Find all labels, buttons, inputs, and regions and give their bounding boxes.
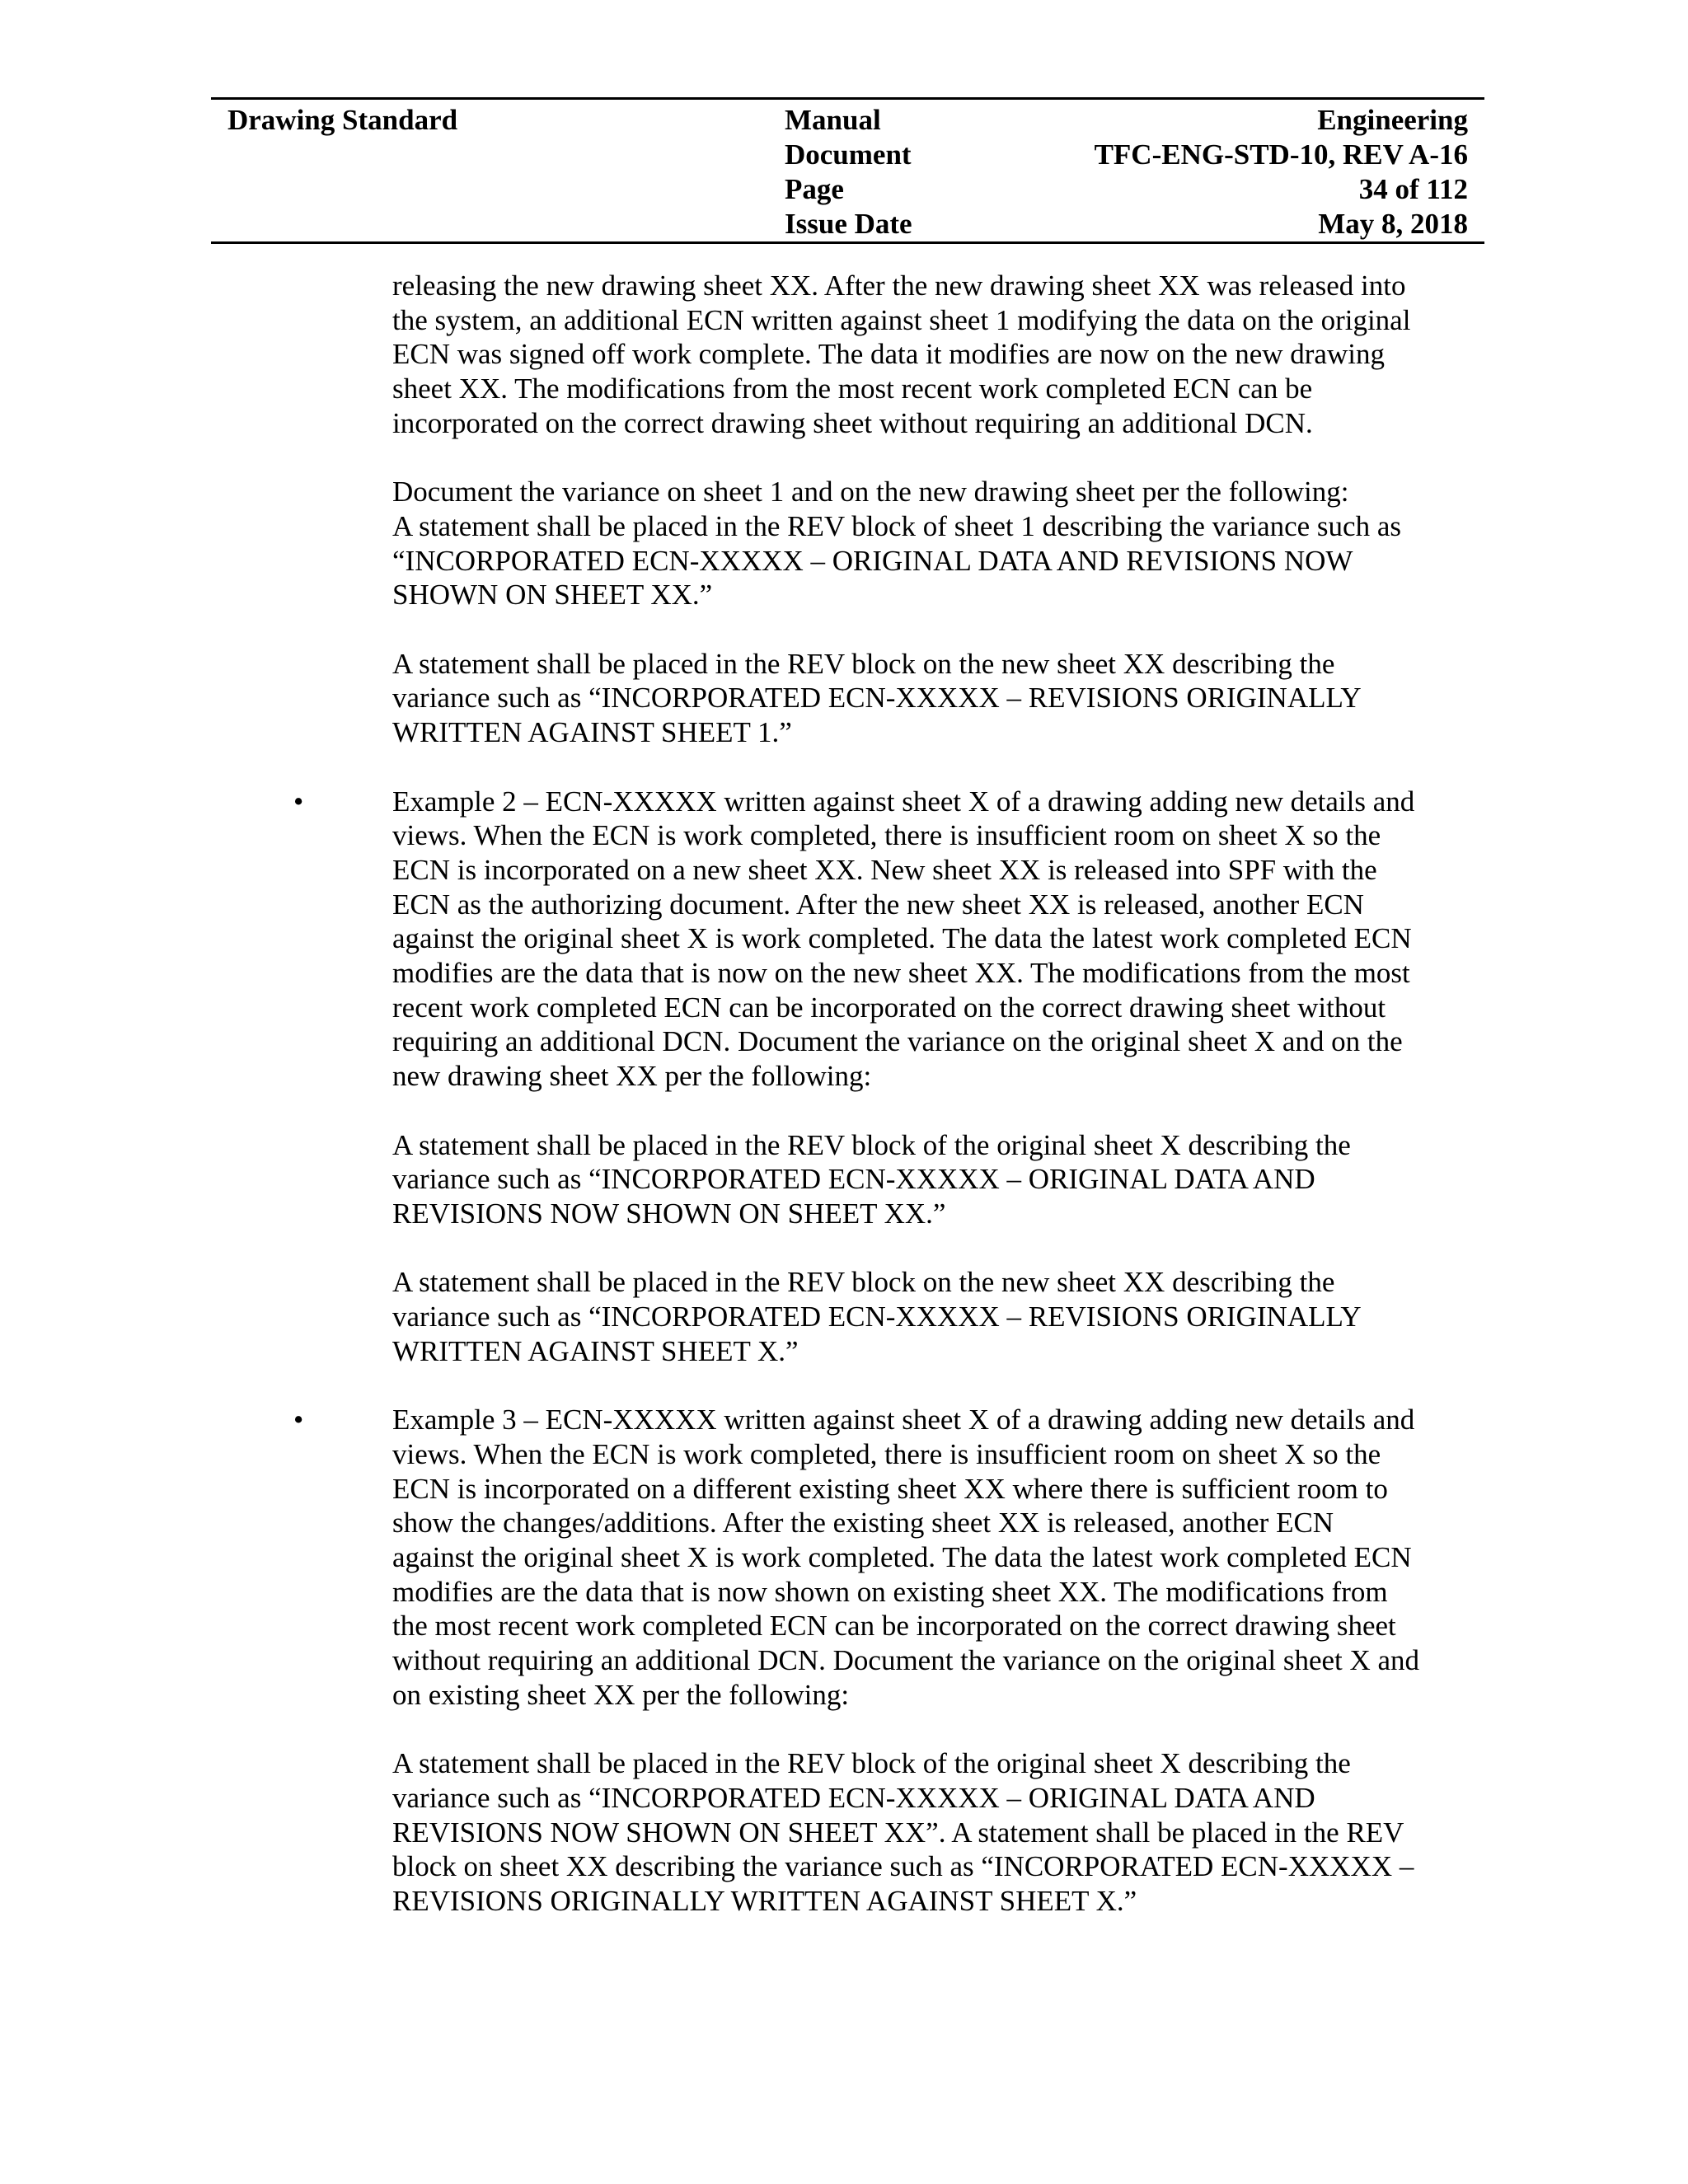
paragraph-statement-new-sheet-x [392, 1265, 1480, 1368]
text-line: variance such as “INCORPORATED ECN-XXXXX – REVISIONS ORIGINALLY [392, 682, 1362, 715]
paragraph-statement-original-sheet [392, 1128, 1480, 1231]
text-line: REVISIONS NOW SHOWN ON SHEET XX”. A statement shall be placed in the REV [392, 1816, 1404, 1849]
text-line: sheet XX. The modifications from the most recent work completed ECN can be [392, 373, 1313, 405]
text-line: ECN is incorporated on a different existing sheet XX where there is sufficient room to [392, 1472, 1388, 1505]
bullet-example-3 [293, 1403, 1480, 1712]
text-line: views. When the ECN is work completed, there is insufficient room on sheet X so the [392, 819, 1381, 852]
text-line: recent work completed ECN can be incorporated on the correct drawing sheet without [392, 991, 1386, 1024]
paragraph-continuation [392, 269, 1480, 441]
text-line: Example 2 – ECN-XXXXX written against sheet X of a drawing adding new details and [392, 785, 1415, 818]
header-value-page: 34 of 112 [1358, 173, 1468, 205]
header-label-document: Document [785, 138, 912, 171]
text-line: A statement shall be placed in the REV block of the original sheet X describing the [392, 1128, 1351, 1161]
text-line: the system, an additional ECN written against sheet 1 modifying the data on the original [392, 303, 1411, 336]
header-value-manual: Engineering [1317, 104, 1468, 136]
paragraph-statement-new-sheet [392, 647, 1480, 750]
text-line: ECN is incorporated on a new sheet XX. New sheet XX is released into SPF with the [392, 853, 1377, 886]
text-line: WRITTEN AGAINST SHEET X.” [392, 1334, 799, 1367]
text-line: block on sheet XX describing the variance such as “INCORPORATED ECN-XXXXX – [392, 1850, 1414, 1883]
text-line: Document the variance on sheet 1 and on the new drawing sheet per the following: [392, 476, 1349, 509]
text-line: the most recent work completed ECN can be incorporated on the correct drawing sheet [392, 1610, 1396, 1643]
bullet-example-2 [293, 785, 1480, 1094]
header-label-manual: Manual [785, 104, 881, 136]
bullet-icon: • [293, 1404, 304, 1436]
text-line: show the changes/additions. After the existing sheet XX is released, another ECN [392, 1507, 1334, 1540]
text-line: releasing the new drawing sheet XX. After the new drawing sheet XX was released into [392, 269, 1406, 302]
header-labels [785, 103, 912, 241]
header-label-page: Page [785, 173, 844, 205]
text-line: variance such as “INCORPORATED ECN-XXXXX – ORIGINAL DATA AND [392, 1163, 1315, 1196]
text-line: A statement shall be placed in the REV block of sheet 1 describing the variance such as [392, 509, 1401, 542]
text-line: incorporated on the correct drawing sheet without requiring an additional DCN. [392, 406, 1313, 439]
text-line: ECN as the authorizing document. After the new sheet XX is released, another ECN [392, 888, 1364, 921]
text-line: REVISIONS NOW SHOWN ON SHEET XX.” [392, 1197, 946, 1230]
text-line: SHOWN ON SHEET XX.” [392, 579, 713, 612]
header-label-issue-date: Issue Date [785, 208, 912, 240]
body-content [293, 269, 1480, 1952]
text-line: requiring an additional DCN. Document the variance on the original sheet X and on the [392, 1025, 1403, 1058]
text-line: “INCORPORATED ECN-XXXXX – ORIGINAL DATA AND REVISIONS NOW [392, 544, 1353, 577]
text-line: new drawing sheet XX per the following: [392, 1060, 872, 1093]
text-line: modifies are the data that is now on the new sheet XX. The modifications from the most [392, 957, 1410, 990]
paragraph-statement-existing-sheet [392, 1746, 1480, 1919]
paragraph-document-variance [392, 475, 1480, 612]
text-line: WRITTEN AGAINST SHEET 1.” [392, 716, 792, 749]
header-value-document: TFC-ENG-STD-10, REV A-16 [1094, 138, 1468, 171]
text-line: A statement shall be placed in the REV block on the new sheet XX describing the [392, 647, 1335, 680]
text-line: A statement shall be placed in the REV block of the original sheet X describing the [392, 1747, 1351, 1780]
text-line: variance such as “INCORPORATED ECN-XXXXX – ORIGINAL DATA AND [392, 1781, 1315, 1814]
bullet-icon: • [293, 785, 304, 818]
text-line: against the original sheet X is work completed. The data the latest work completed ECN [392, 1540, 1412, 1573]
text-line: REVISIONS ORIGINALLY WRITTEN AGAINST SHEET X.” [392, 1884, 1137, 1917]
header-value-issue-date: May 8, 2018 [1318, 208, 1468, 240]
page-header [211, 97, 1484, 244]
text-line: ECN was signed off work complete. The data it modifies are now on the new drawing [392, 338, 1385, 371]
text-line: variance such as “INCORPORATED ECN-XXXXX – REVISIONS ORIGINALLY [392, 1301, 1362, 1333]
header-values [1095, 103, 1468, 241]
text-line: modifies are the data that is now shown on existing sheet XX. The modifications from [392, 1575, 1388, 1608]
text-line: Example 3 – ECN-XXXXX written against sheet X of a drawing adding new details and [392, 1404, 1415, 1436]
text-line: against the original sheet X is work completed. The data the latest work completed ECN [392, 922, 1412, 955]
text-line: views. When the ECN is work completed, there is insufficient room on sheet X so the [392, 1437, 1381, 1470]
text-line: A statement shall be placed in the REV block on the new sheet XX describing the [392, 1266, 1335, 1299]
header-title: Drawing Standard [227, 104, 458, 136]
text-line: without requiring an additional DCN. Document the variance on the original sheet X and [392, 1644, 1420, 1677]
text-line: on existing sheet XX per the following: [392, 1678, 850, 1711]
